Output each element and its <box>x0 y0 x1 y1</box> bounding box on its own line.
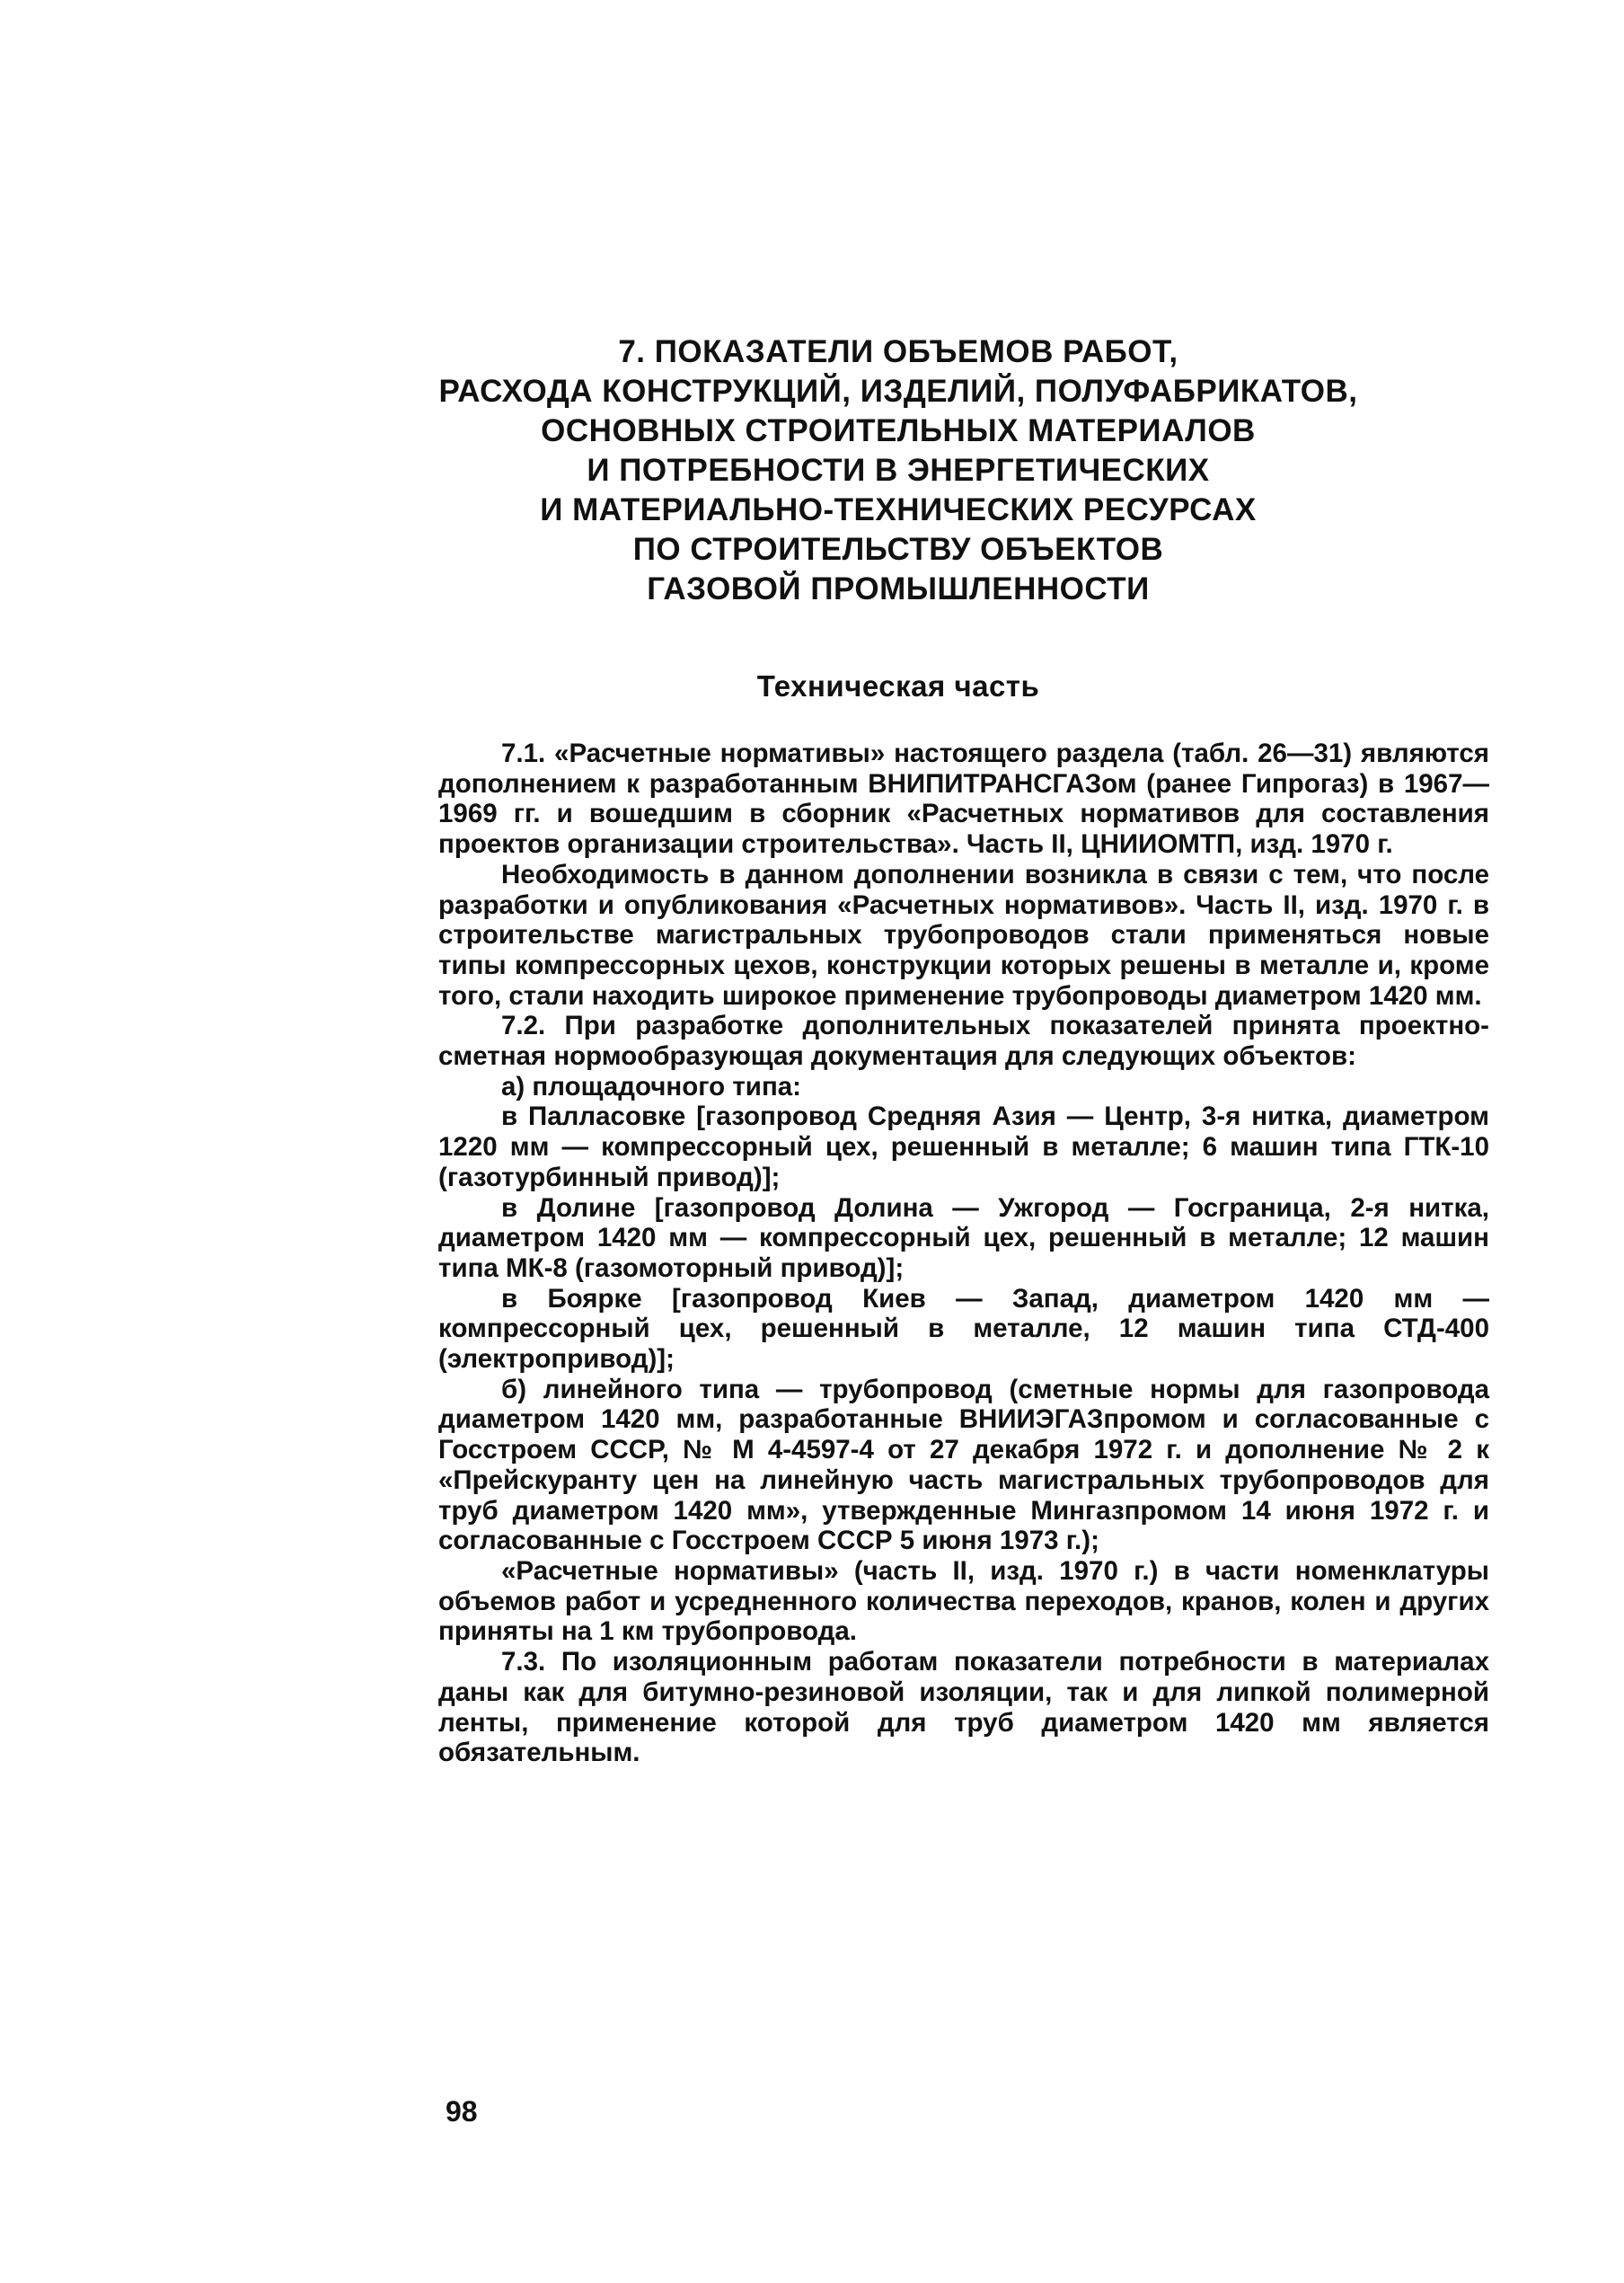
body-text <box>438 739 1489 1768</box>
paragraph-7-3: 7.3. По изоляционным работам показатели потребности в материалах даны как для битумно-резиновой изоляции, так и для липкой полимерной ленты, применение которой для труб диаметром 1420 мм является обязательным. <box>438 1647 1489 1768</box>
paragraph-normatives: «Расчетные нормативы» (часть II, изд. 1970 г.) в части номенклатуры объемов работ и усредненного количества переходов, кранов, колен и других приняты на 1 км трубопровода. <box>438 1555 1489 1647</box>
list-item-dolina: в Долине [газопровод Долина — Ужгород — Госграница, 2-я нитка, диаметром 1420 мм — компрессорный цех, решенный в металле; 12 машин типа МК-8 (газомоторный привод)]; <box>438 1192 1489 1283</box>
list-item-a: а) площадочного типа: <box>501 1071 801 1102</box>
heading-line: ГАЗОВОЙ ПРОМЫШЛЕННОСТИ <box>647 571 1150 606</box>
list-item-b: б) линейного типа — трубопровод (сметные нормы для газопровода диаметром 1420 мм, разработанные ВНИИЭГАЗпромом и согласованные с Госстроем СССР, № М 4-4597-4 от 27 декабря 1972 г. и дополнение № 2 к «Прейскуранту цен на линейную часть магистральных трубопроводов для труб диаметром 1420 мм», утвержденные Мингазпромом 14 июня 1972 г. и согласованные с Госстроем СССР 5 июня 1973 г.); <box>438 1374 1489 1556</box>
heading-line: 7. ПОКАЗАТЕЛИ ОБЪЕМОВ РАБОТ, <box>618 334 1178 369</box>
list-item-pallasovka: в Палласовке [газопровод Средняя Азия — Центр, 3-я нитка, диаметром 1220 мм — компрессорный цех, решенный в металле; 6 машин типа ГТК-10 (газотурбинный привод)]; <box>438 1102 1489 1192</box>
paragraph-7-1: 7.1. «Расчетные нормативы» настоящего раздела (табл. 26—31) являются дополнением к разработанным ВНИПИТРАНСГАЗом (ранее Гипрогаз) в 1967—1969 гг. и вошедшим в сборник «Расчетных нормативов для составления проектов организации строительства». Часть II, ЦНИИОМТП, изд. 1970 г. <box>438 739 1489 860</box>
paragraph-necessity: Необходимость в данном дополнении возникла в связи с тем, что после разработки и опубликования «Расчетных нормативов». Часть II, изд. 1970 г. в строительстве магистральных трубопроводов стали применяться новые типы компрессорных цехов, конструкции которых решены в металле и, кроме того, стали находить широкое применение трубопроводы диаметром 1420 мм. <box>438 859 1489 1011</box>
section-heading <box>422 332 1374 609</box>
heading-line: И ПОТРЕБНОСТИ В ЭНЕРГЕТИЧЕСКИХ <box>587 453 1210 488</box>
paragraph-7-2: 7.2. При разработке дополнительных показателей принята проектно-сметная нормообразующая документация для следующих объектов: <box>438 1011 1489 1072</box>
list-item-boyarka: в Боярке [газопровод Киев — Запад, диаметром 1420 мм — компрессорный цех, решенный в металле, 12 машин типа СТД-400 (электропривод)]; <box>438 1283 1489 1375</box>
heading-line: И МАТЕРИАЛЬНО-ТЕХНИЧЕСКИХ РЕСУРСАХ <box>540 492 1257 527</box>
subsection-title: Техническая часть <box>756 669 1040 703</box>
page-number: 98 <box>446 2095 478 2128</box>
heading-line: РАСХОДА КОНСТРУКЦИЙ, ИЗДЕЛИЙ, ПОЛУФАБРИКАТОВ, <box>438 374 1358 409</box>
heading-line: ПО СТРОИТЕЛЬСТВУ ОБЪЕКТОВ <box>632 532 1164 567</box>
heading-line: ОСНОВНЫХ СТРОИТЕЛЬНЫХ МАТЕРИАЛОВ <box>541 413 1256 448</box>
